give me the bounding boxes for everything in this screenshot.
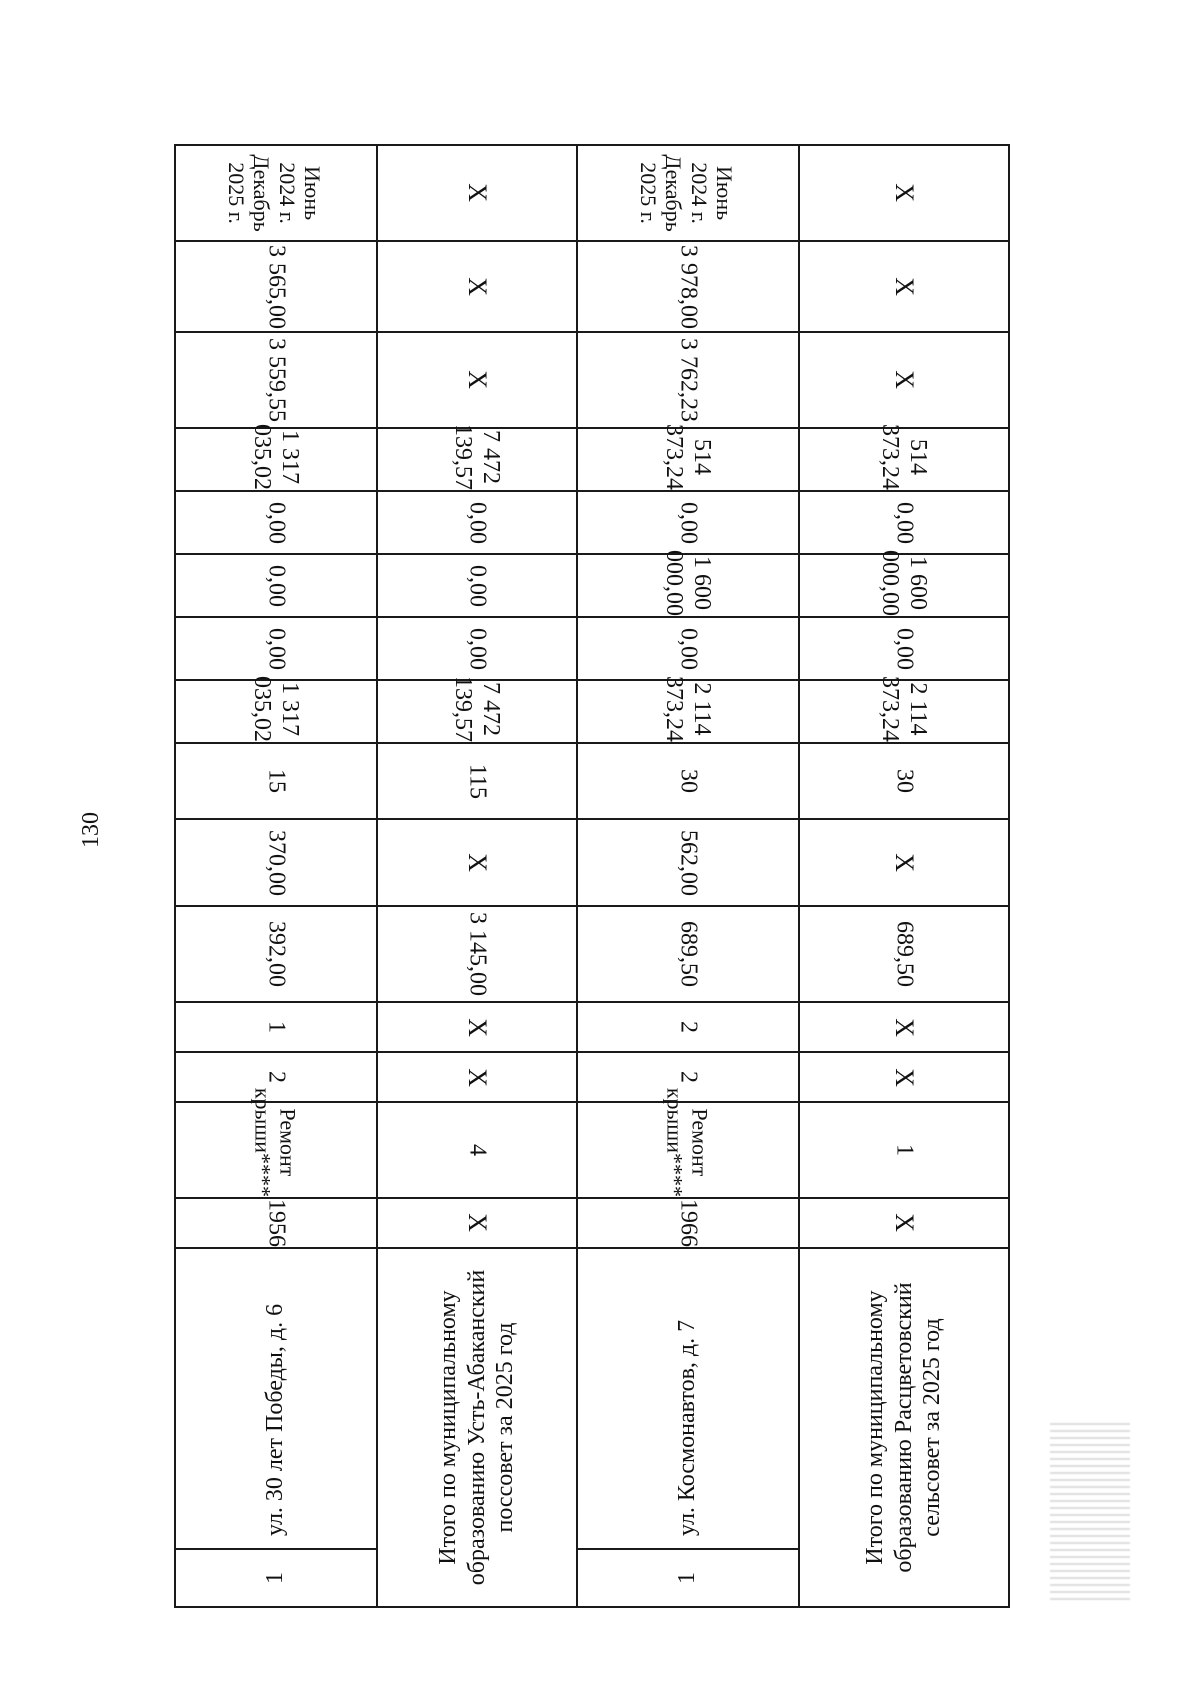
cost-total: 2 114 373,24 bbox=[577, 680, 799, 743]
col-6: 2 bbox=[577, 1002, 799, 1052]
cost-d: 514 373,24 bbox=[577, 428, 799, 491]
area-2: 562,00 bbox=[577, 819, 799, 906]
address-name: ул. 30 лет Победы, д. 6 bbox=[262, 1303, 289, 1536]
col-6: Х bbox=[799, 1002, 1009, 1052]
unit-cost: 3 559,55 bbox=[175, 332, 377, 428]
work-type: Ремонт крыши**** bbox=[175, 1102, 377, 1198]
cost-d: 1 317 035,02 bbox=[175, 428, 377, 491]
cost-b: 1 600 000,00 bbox=[799, 554, 1009, 617]
table-row bbox=[799, 145, 1009, 1607]
area-2: 370,00 bbox=[175, 819, 377, 906]
count: 15 bbox=[175, 743, 377, 819]
address-name: ул. Космонавтов, д. 7 bbox=[674, 1319, 701, 1536]
cost-d: 7 472 139,57 bbox=[377, 428, 577, 491]
limit-cost: 3 565,00 bbox=[175, 241, 377, 332]
col-6: Х bbox=[377, 1002, 577, 1052]
count: 30 bbox=[577, 743, 799, 819]
total-label: Итого по муниципальному образованию Усть-Абаканский поссовет за 2025 год bbox=[377, 1248, 577, 1607]
cost-c: 0,00 bbox=[377, 491, 577, 554]
build-year: 1956 bbox=[175, 1198, 377, 1248]
area-2: Х bbox=[799, 819, 1009, 906]
limit-cost: Х bbox=[377, 241, 577, 332]
cost-total: 1 317 035,02 bbox=[175, 680, 377, 743]
count: 30 bbox=[799, 743, 1009, 819]
period: Июнь 2024 г. Декабрь 2025 г. bbox=[577, 145, 799, 241]
table-row bbox=[175, 145, 377, 1607]
col-5: Х bbox=[377, 1052, 577, 1102]
table-row bbox=[577, 145, 799, 1607]
build-year: 1966 bbox=[577, 1198, 799, 1248]
cost-b: 1 600 000,00 bbox=[577, 554, 799, 617]
col-5: Х bbox=[799, 1052, 1009, 1102]
table-row bbox=[377, 145, 577, 1607]
period: Июнь 2024 г. Декабрь 2025 г. bbox=[175, 145, 377, 241]
area-1: 689,50 bbox=[799, 907, 1009, 1003]
unit-cost: Х bbox=[377, 332, 577, 428]
total-label: Итого по муниципальному образованию Расцветовский сельсовет за 2025 год bbox=[799, 1248, 1009, 1607]
work-type: 4 bbox=[377, 1102, 577, 1198]
cost-c: 0,00 bbox=[799, 491, 1009, 554]
cost-c: 0,00 bbox=[175, 491, 377, 554]
row-number: 1 bbox=[176, 1548, 376, 1606]
area-2: Х bbox=[377, 819, 577, 906]
col-5: 2 bbox=[577, 1052, 799, 1102]
cost-a: 0,00 bbox=[799, 617, 1009, 680]
cost-a: 0,00 bbox=[577, 617, 799, 680]
limit-cost: Х bbox=[799, 241, 1009, 332]
row-number: 1 bbox=[578, 1548, 798, 1606]
limit-cost: 3 978,00 bbox=[577, 241, 799, 332]
data-table-rotated bbox=[174, 144, 1008, 1608]
col-5: 2 bbox=[175, 1052, 377, 1102]
cost-a: 0,00 bbox=[377, 617, 577, 680]
build-year: Х bbox=[377, 1198, 577, 1248]
area-1: 392,00 bbox=[175, 907, 377, 1003]
work-type: Ремонт крыши**** bbox=[577, 1102, 799, 1198]
period: Х bbox=[799, 145, 1009, 241]
col-6: 1 bbox=[175, 1002, 377, 1052]
period: Х bbox=[377, 145, 577, 241]
data-table bbox=[174, 144, 1010, 1608]
cost-b: 0,00 bbox=[175, 554, 377, 617]
area-1: 689,50 bbox=[577, 907, 799, 1003]
work-type: 1 bbox=[799, 1102, 1009, 1198]
cost-c: 0,00 bbox=[577, 491, 799, 554]
area-1: 3 145,00 bbox=[377, 907, 577, 1003]
unit-cost: Х bbox=[799, 332, 1009, 428]
cost-a: 0,00 bbox=[175, 617, 377, 680]
cost-b: 0,00 bbox=[377, 554, 577, 617]
address-cell bbox=[175, 1248, 377, 1607]
page-number: 130 bbox=[78, 812, 104, 848]
count: 115 bbox=[377, 743, 577, 819]
unit-cost: 3 762,23 bbox=[577, 332, 799, 428]
stamp-mark bbox=[1050, 1420, 1130, 1600]
address-cell bbox=[577, 1248, 799, 1607]
cost-total: 2 114 373,24 bbox=[799, 680, 1009, 743]
cost-d: 514 373,24 bbox=[799, 428, 1009, 491]
cost-total: 7 472 139,57 bbox=[377, 680, 577, 743]
build-year: Х bbox=[799, 1198, 1009, 1248]
